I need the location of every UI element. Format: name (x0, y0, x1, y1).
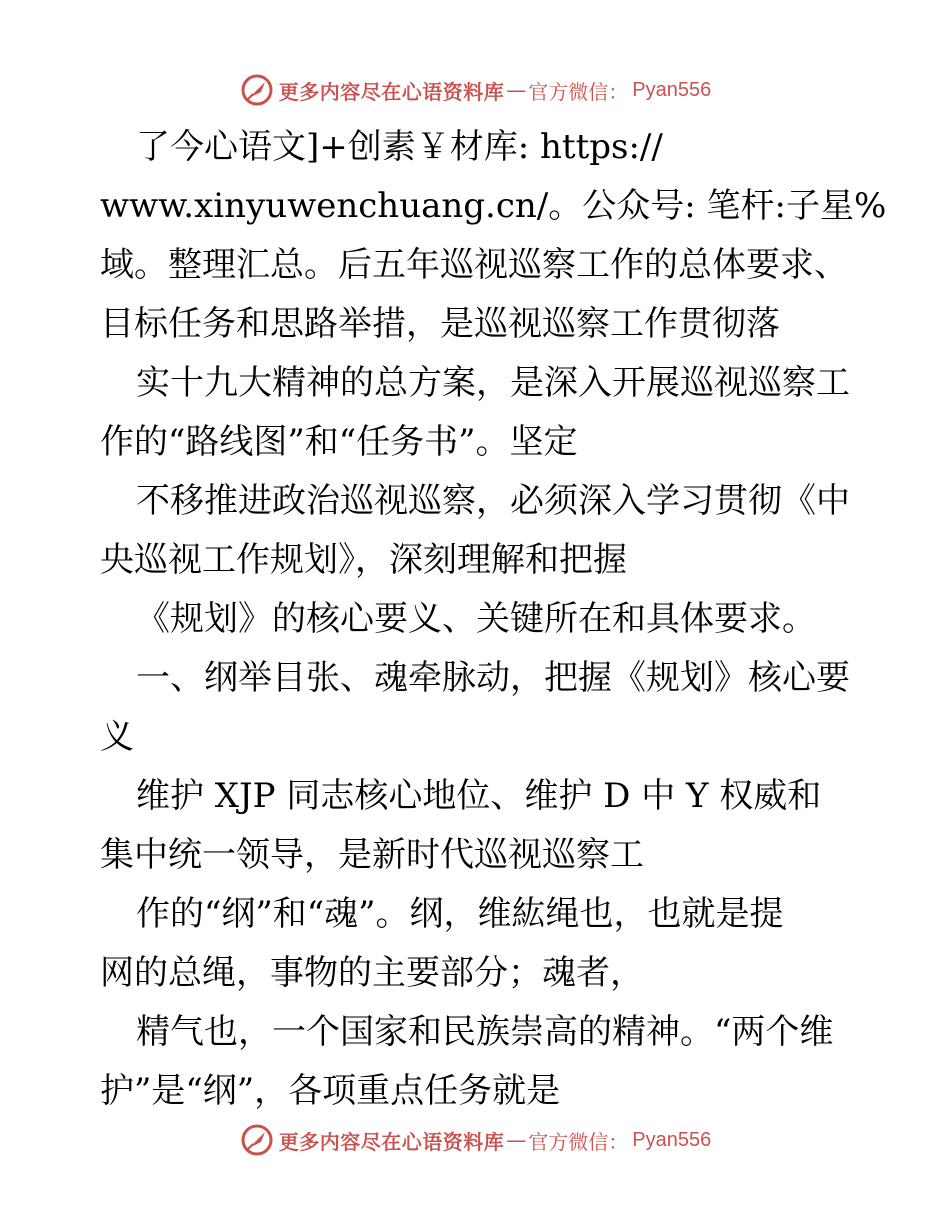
text-line: 网的总绳，事物的主要部分；魂者， (100, 953, 644, 993)
text-line: 央巡视工作规划》，深刻理解和把握 (100, 540, 627, 580)
banner-wechat-label: 官方微信： (528, 1129, 629, 1154)
text-line: 护”是“纲”，各项重点任务就是 (100, 1071, 561, 1111)
banner-text: 更多内容尽在心语资料库 (278, 1129, 505, 1154)
text-line: 目标任务和思路举措，是巡视巡察工作贯彻落 (100, 304, 780, 344)
section-heading-line: 一、纲举目张、魂牵脉动，把握《规划》核心要 (136, 658, 850, 698)
text-line: 精气也，一个国家和民族崇高的精神。“两个维 (136, 1012, 834, 1052)
banner-wechat-label: 官方微信： (528, 79, 629, 104)
text-line: 域。整理汇总。后五年巡视巡察工作的总体要求、 (100, 245, 848, 285)
text-line: 实十九大精神的总方案，是深入开展巡视巡察工 (136, 363, 850, 403)
quill-circle-logo-icon (239, 72, 275, 108)
banner-separator: — (506, 1128, 527, 1152)
text-line: 作的“路线图”和“任务书”。坚定 (100, 422, 578, 462)
text-line: 了今心语文]+创素￥材库: https:// (136, 127, 663, 167)
banner-wechat-id: Pyan556 (632, 78, 712, 101)
text-line: 不移推进政治巡视巡察，必须深入学习贯彻《中 (136, 481, 850, 521)
banner-text: 更多内容尽在心语资料库 (278, 79, 505, 104)
text-line: 作的“纲”和“魂”。纲，维紘绳也，也就是提 (136, 894, 784, 934)
footer-watermark-banner (0, 1118, 950, 1162)
banner-separator: — (506, 78, 527, 102)
text-line: 《规划》的核心要义、关键所在和具体要求。 (136, 599, 816, 639)
text-line: 维护 XJP 同志核心地位、维护 D 中 Y 权威和 (136, 776, 822, 816)
text-line: 集中统一领导，是新时代巡视巡察工 (100, 835, 644, 875)
quill-circle-logo-icon (239, 1122, 275, 1158)
document-body (100, 118, 887, 1121)
section-heading-line: 义 (100, 717, 134, 757)
banner-wechat-id: Pyan556 (632, 1128, 712, 1151)
header-watermark-banner (0, 68, 950, 112)
text-line: www.xinyuwenchuang.cn/。公众号: 笔杆:子星% (100, 186, 887, 226)
